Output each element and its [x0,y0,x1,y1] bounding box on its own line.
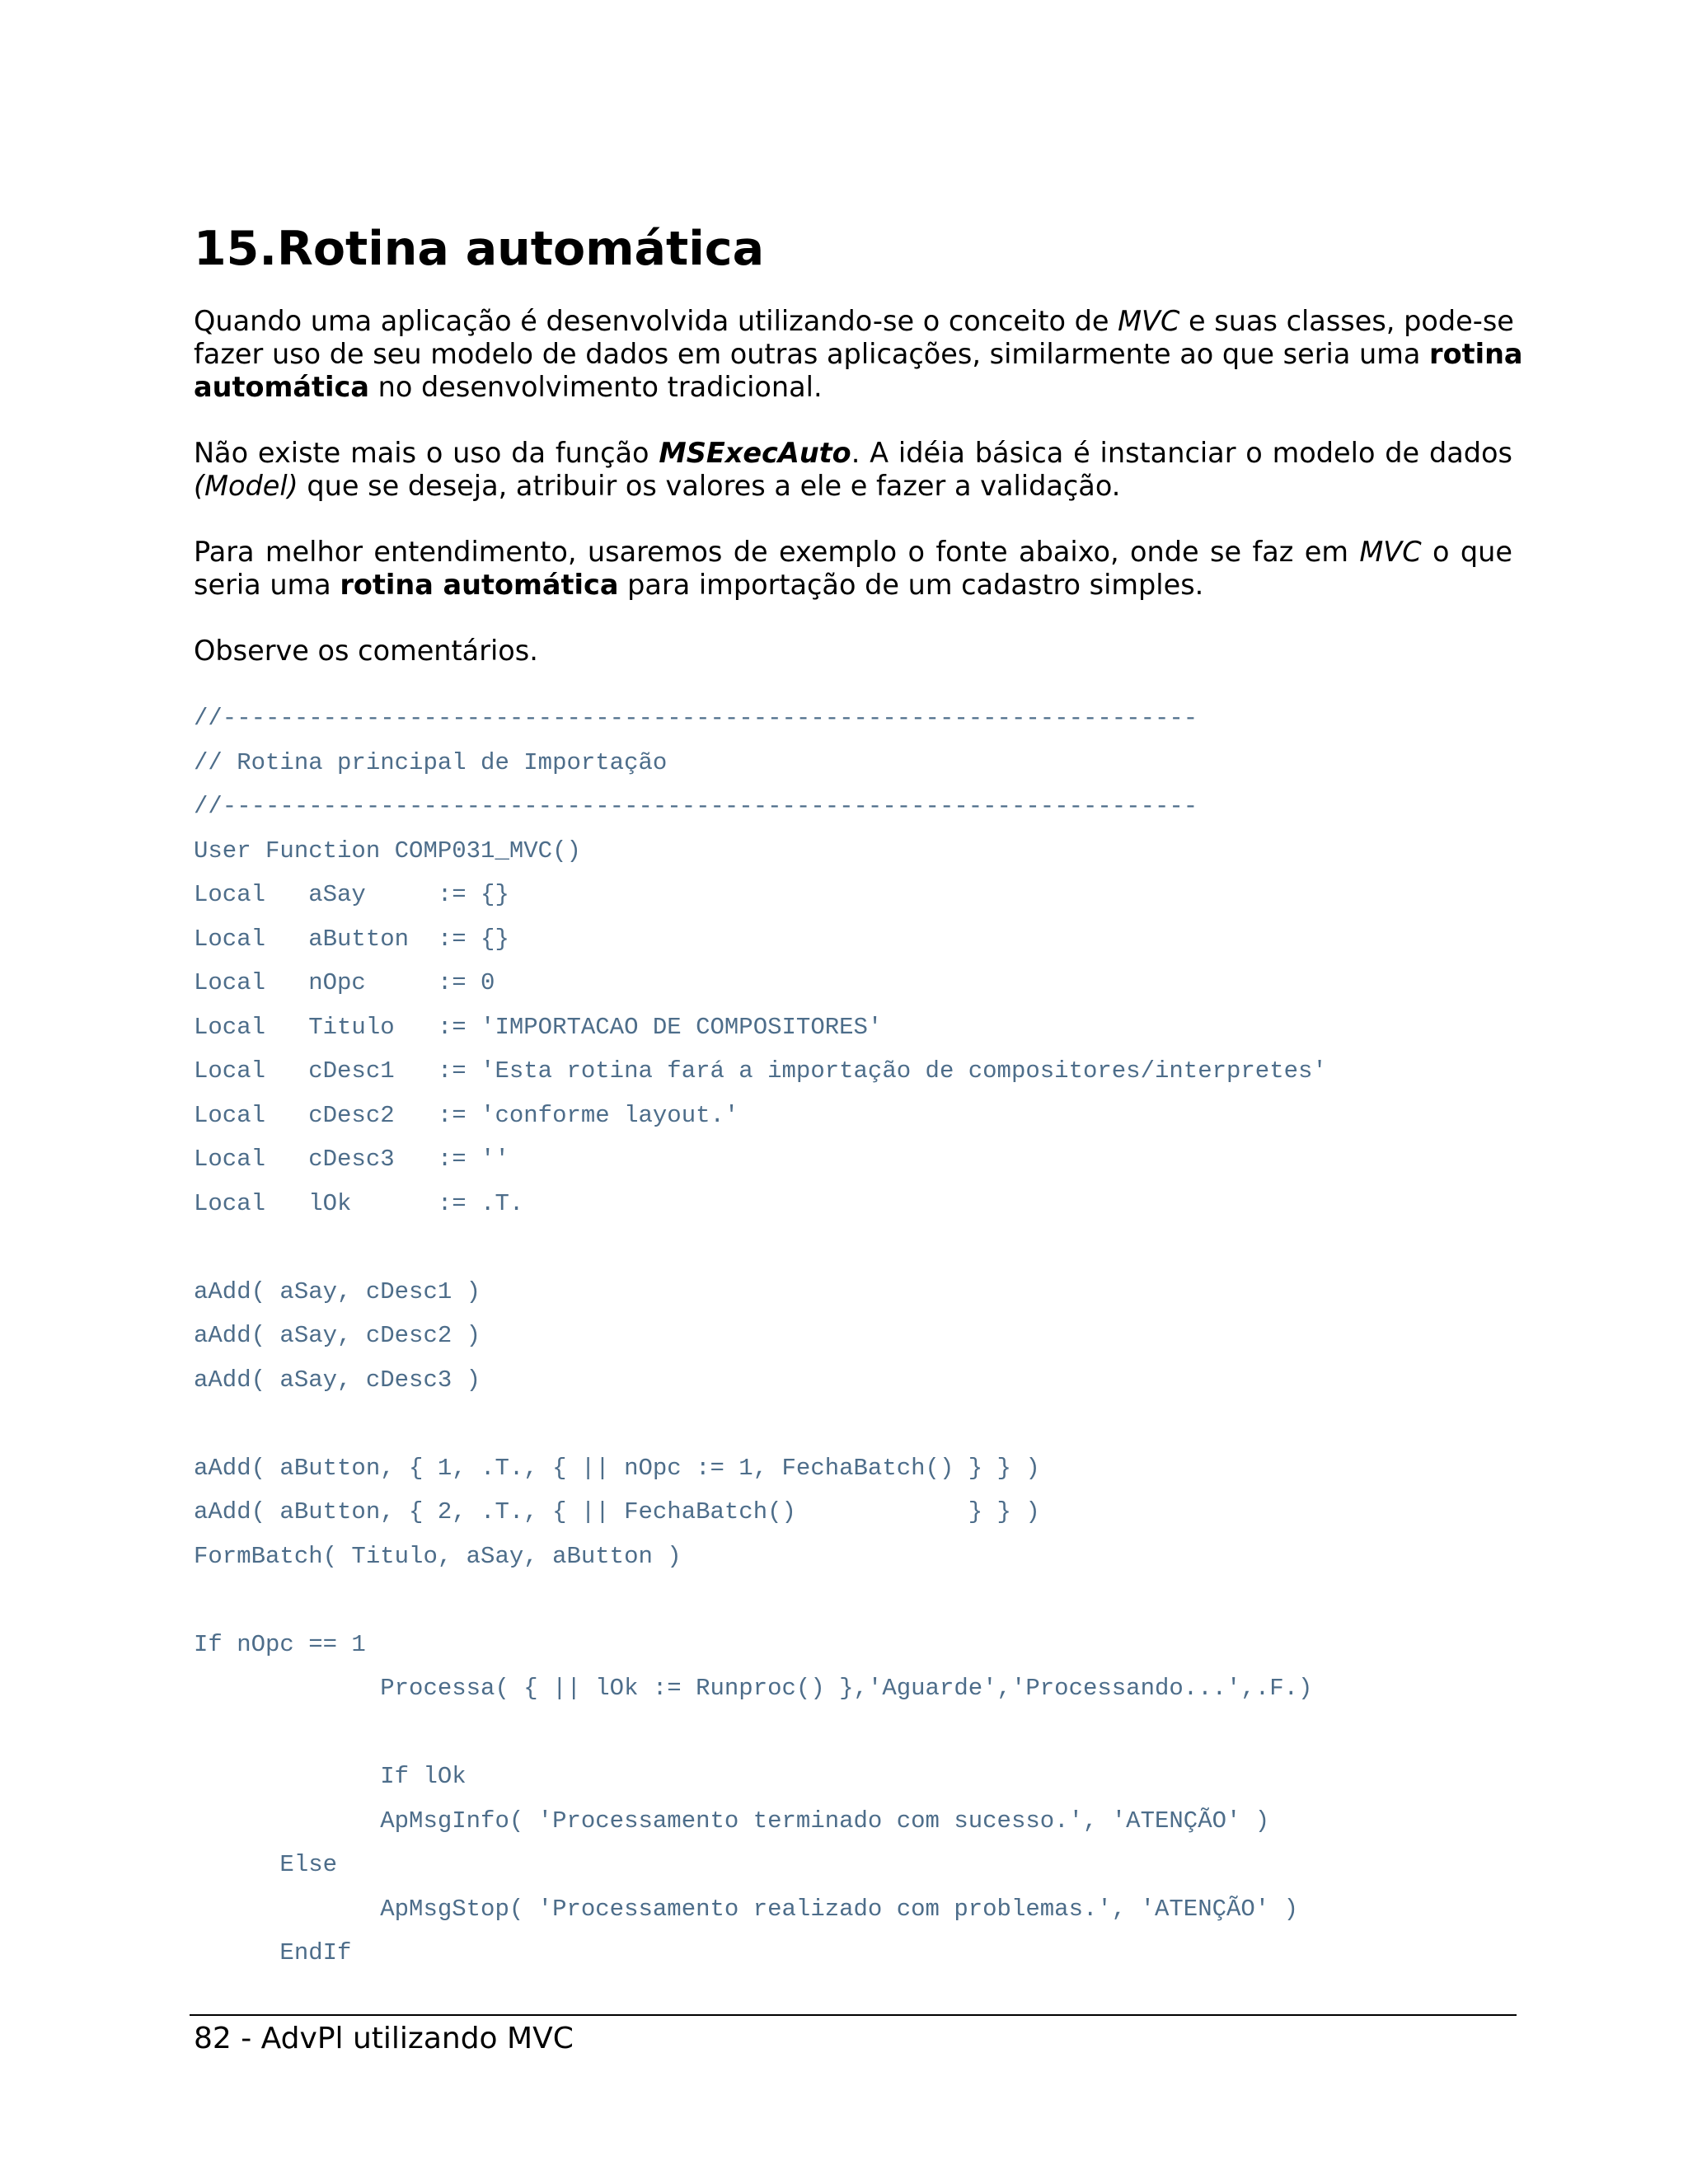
text-run: no desenvolvimento tradicional. [368,371,823,403]
code-line: aAdd( aButton, { 1, .T., { || nOpc := 1, FechaBatch() } } ) [194,1454,1040,1482]
paragraph-line [194,536,1512,569]
code-line: If nOpc == 1 [194,1630,366,1658]
code-line: Local lOk := .T. [194,1189,524,1217]
text-run: o que [1421,536,1512,568]
text-run: . A idéia básica é instanciar o modelo de dados [851,437,1512,469]
code-line: Local cDesc1 := 'Esta rotina fará a importação de compositores/interpretes' [194,1057,1327,1085]
code-line: Processa( { || lOk := Runproc() },'Aguarde','Processando...',.F.) [194,1675,1313,1702]
page-footer: 82 - AdvPl utilizando MVC [194,2022,574,2055]
text-run: Quando uma aplicação é desenvolvida utilizando-se o conceito de [194,305,1118,337]
code-line: //-------------------------------------------------------------------- [194,793,1198,820]
code-line [194,1578,1529,1623]
text-run: Observe os comentários. [194,635,538,667]
code-line [194,1402,1529,1446]
footer-divider [190,2014,1517,2016]
paragraph-msexecauto [194,437,1512,503]
code-line: //-------------------------------------------------------------------- [194,705,1198,732]
paragraph-intro [194,305,1523,404]
code-line [194,1711,1529,1755]
paragraph-line [194,338,1523,371]
text-run: MSExecAuto [659,437,851,469]
code-line: Local cDesc2 := 'conforme layout.' [194,1101,739,1129]
text-run: fazer uso de seu modelo de dados em outras aplicações, similarmente ao que seria uma [194,338,1430,370]
text-run: Não existe mais o uso da função [194,437,659,469]
paragraph-observe [194,635,1512,668]
paragraph-line [194,437,1512,470]
code-line: Local nOpc := 0 [194,969,495,996]
code-line: Local cDesc3 := '' [194,1146,509,1173]
code-line: aAdd( aButton, { 2, .T., { || FechaBatch() } } ) [194,1498,1040,1526]
code-line: // Rotina principal de Importação [194,748,668,776]
text-run: MVC [1359,536,1422,568]
text-run: rotina automática [340,569,619,601]
paragraph-line [194,305,1512,338]
code-line: FormBatch( Titulo, aSay, aButton ) [194,1542,682,1570]
text-run: que se deseja, atribuir os valores a ele e fazer a validação. [298,470,1121,502]
code-line [194,1226,1529,1270]
code-line: aAdd( aSay, cDesc1 ) [194,1277,481,1305]
code-line: aAdd( aSay, cDesc2 ) [194,1322,481,1349]
text-run: automática [194,371,369,403]
text-run: e suas classes, pode-se [1179,305,1514,337]
code-line: User Function COMP031_MVC() [194,837,581,865]
code-line: Else [194,1851,338,1878]
text-run: rotina [1429,338,1523,370]
text-run: Para melhor entendimento, usaremos de exemplo o fonte abaixo, onde se faz em [194,536,1360,568]
section-heading: 15.Rotina automática [194,222,765,276]
code-line: EndIf [194,1939,352,1966]
code-line: ApMsgInfo( 'Processamento terminado com sucesso.', 'ATENÇÃO' ) [194,1807,1270,1835]
code-line: Local Titulo := 'IMPORTACAO DE COMPOSITORES' [194,1013,883,1041]
code-listing [194,696,1529,1975]
code-line: aAdd( aSay, cDesc3 ) [194,1366,481,1394]
paragraph-line [194,371,1512,404]
paragraph-line [194,635,1512,668]
code-line: Local aSay := {} [194,881,509,908]
text-run: (Model) [194,470,298,502]
paragraph-example [194,536,1512,602]
code-line: ApMsgStop( 'Processamento realizado com problemas.', 'ATENÇÃO' ) [194,1895,1299,1923]
paragraph-line [194,569,1512,602]
text-run: seria uma [194,569,340,601]
text-run: MVC [1118,305,1180,337]
code-line: Local aButton := {} [194,925,509,953]
code-line: If lOk [194,1763,467,1790]
paragraph-line [194,470,1512,503]
text-run: para importação de um cadastro simples. [618,569,1204,601]
